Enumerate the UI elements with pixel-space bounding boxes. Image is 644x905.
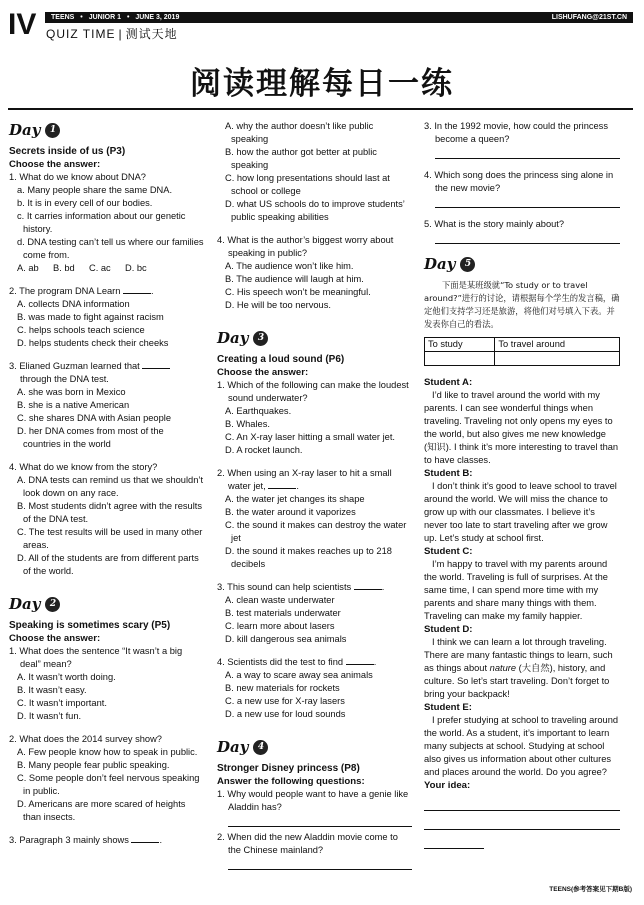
option: D. kill dangerous sea animals: [225, 634, 347, 644]
day-4-heading: Day 4: [217, 737, 412, 757]
day-1-instruction: Choose the answer:: [9, 159, 101, 170]
option: B. bd: [53, 263, 75, 273]
section-numeral: IV: [8, 8, 37, 41]
option: D. Americans are more scared of heights than insects.: [17, 799, 186, 822]
day-3-instruction: Choose the answer:: [217, 367, 309, 378]
student-label: Student A:: [424, 377, 473, 388]
section-name: QUIZ TIME | 测试天地: [46, 27, 178, 41]
day-4-title: Stronger Disney princess (P8): [217, 763, 360, 774]
day-number-badge: 4: [253, 740, 268, 755]
day-3-heading: Day 3: [217, 328, 412, 348]
answer-blank: [131, 835, 159, 843]
option: D. a new use for loud sounds: [225, 709, 346, 719]
answer-blank: [142, 361, 170, 369]
table-cell[interactable]: [495, 352, 620, 366]
option: c. It carries information about our genetic history.: [17, 211, 186, 234]
question: 2. When did the new Aladdin movie come to the Chinese mainland?: [217, 832, 398, 855]
option: A. collects DNA information: [17, 299, 130, 309]
option: C. The test results will be used in many other areas.: [17, 527, 203, 550]
day-number-badge: 1: [45, 123, 60, 138]
option: D. helps students check their cheeks: [17, 338, 169, 348]
day-number-badge: 5: [460, 257, 475, 272]
section-name-cn: 测试天地: [125, 27, 178, 41]
option: B. Most students didn’t agree with the results of the DNA test.: [17, 501, 202, 524]
day-number-badge: 2: [45, 597, 60, 612]
option: D. All of the students are from different parts of the world.: [17, 553, 199, 576]
question: 4. Scientists did the test to find .: [217, 657, 377, 667]
answer-line[interactable]: [228, 861, 412, 870]
page-footer: TEENS(参考答案见下期B版): [549, 886, 632, 893]
option: B. was made to fight against racism: [17, 312, 164, 322]
day-4-instruction: Answer the following questions:: [217, 776, 365, 787]
question-continued: through the DNA test.: [20, 374, 109, 384]
day-5-heading: Day 5: [424, 254, 620, 274]
option: D. He will be too nervous.: [225, 300, 331, 310]
student-paragraph: I’m happy to travel with my parents around the world. Traveling is full of surprises. At the same time, I can spend more time with my parents and share many things with them. Traveling can make my family happier.: [424, 559, 608, 621]
page-title: 阅读理解每日一练: [190, 66, 454, 102]
option: C. Some people don’t feel nervous speaking in public.: [17, 773, 200, 796]
option: C. ac: [89, 263, 111, 273]
question: 1. Why would people want to have a genie like Aladdin has?: [217, 789, 409, 812]
option: A. she was born in Mexico: [17, 387, 126, 397]
answer-line[interactable]: [424, 821, 620, 830]
answer-blank: [123, 286, 151, 294]
student-paragraph: I don’t think it’s good to leave school to travel around the world. We will miss the chance to grow up with our classmates. I believe it’s never too late to start traveling after we grow up. Let’s study at school first.: [424, 481, 617, 543]
table-header: To study: [425, 338, 495, 352]
option: B. how the author got better at public speaking: [225, 147, 377, 170]
option: C. a new use for X-ray lasers: [225, 696, 345, 706]
option: C. An X-ray laser hitting a small water jet.: [225, 432, 395, 442]
option: B. Whales.: [225, 419, 270, 429]
option: A. DNA tests can remind us that we shouldn’t look down on any race.: [17, 475, 204, 498]
answer-line[interactable]: [228, 818, 412, 827]
option: C. His speech won’t be meaningful.: [225, 287, 371, 297]
option: b. It is in every cell of our bodies.: [17, 198, 153, 208]
day-5-instructions: 下面是某班级就“To study or to travel around?”进行的讨论，请根据每个学生的发言稿，确定他们支持学习还是旅游，将他们对号填入下表。并发表你自己的看法。: [424, 280, 620, 329]
column-1: [9, 120, 204, 847]
table-header: To travel around: [495, 338, 620, 352]
header-bar-left: TEENS • JUNIOR 1 • JUNE 3, 2019: [51, 14, 180, 21]
option: B. new materials for rockets: [225, 683, 340, 693]
answer-blank: [354, 582, 382, 590]
column-3: [424, 120, 620, 849]
question: 3. In the 1992 movie, how could the princess become a queen?: [424, 121, 608, 144]
option: A. ab: [17, 263, 39, 273]
answer-blank: [346, 657, 374, 665]
question: 3. Elianed Guzman learned that: [9, 360, 204, 373]
header-email: LISHUFANG@21ST.CN: [551, 14, 627, 21]
idea-lines: [424, 802, 620, 849]
answer-line[interactable]: [435, 235, 620, 244]
your-idea-label: Your idea:: [424, 780, 471, 791]
student-paragraph: I’d like to travel around the world with my parents. I can see wonderful things when traveling. Traveling not only opens my eyes to the world, but also gives me new knowledge (知识). I think it’s more interesting to travel than to have classes.: [424, 390, 619, 465]
option: C. It wasn’t important.: [17, 698, 107, 708]
header-grade: JUNIOR 1: [88, 14, 121, 21]
day-2-instruction: Choose the answer:: [9, 633, 101, 644]
option: B. It wasn’t easy.: [17, 685, 87, 695]
question: 1. What do we know about DNA?: [9, 172, 146, 182]
question: 1. Which of the following can make the loudest sound underwater?: [217, 380, 409, 403]
question: 2. When using an X-ray laser to hit a small water jet, .: [217, 468, 392, 491]
question: 1. What does the sentence “It wasn’t a big deal” mean?: [9, 646, 183, 669]
answer-blank: [268, 481, 296, 489]
option: A. a way to scare away sea animals: [225, 670, 373, 680]
option: B. The audience will laugh at him.: [225, 274, 364, 284]
option: C. how long presentations should last at school or college: [225, 173, 390, 196]
answer-line[interactable]: [435, 199, 620, 208]
option: C. helps schools teach science: [17, 325, 145, 335]
question: 3. Paragraph 3 mainly shows .: [9, 835, 163, 845]
student-label: Student D:: [424, 624, 473, 635]
column-2: [217, 120, 412, 870]
option: A. The audience won’t like him.: [225, 261, 354, 271]
question: 4. What is the author’s biggest worry about speaking in public?: [217, 235, 394, 258]
student-label: Student C:: [424, 546, 473, 557]
student-paragraph: I think we can learn a lot through traveling. There are many fantastic things to learn, such as things about nature (大自然), history, and culture. So let’s start traveling. Don’t forget to bring your backpack!: [424, 637, 613, 699]
option: C. the sound it makes can destroy the water jet: [225, 520, 407, 543]
option: D. what US schools do to improve students’ public speaking abilities: [225, 199, 405, 222]
answer-line[interactable]: [424, 840, 484, 849]
question: 4. Which song does the princess sing alone in the new movie?: [424, 170, 614, 193]
day-1-heading: Day 1: [9, 120, 204, 140]
day-3-title: Creating a loud sound (P6): [217, 354, 345, 365]
day-2-heading: Day 2: [9, 594, 204, 614]
option: D. A rocket launch.: [225, 445, 303, 455]
header-date: JUNE 3, 2019: [135, 14, 180, 21]
day-1-title: Secrets inside of us (P3): [9, 146, 126, 157]
day-2-title: Speaking is sometimes scary (P5): [9, 620, 171, 631]
student-label: Student E:: [424, 702, 472, 713]
question: 3. This sound can help scientists .: [217, 582, 385, 592]
title-divider: [8, 108, 633, 110]
option: d. DNA testing can’t tell us where our families come from.: [17, 237, 204, 260]
option: B. test materials underwater: [225, 608, 341, 618]
option: B. she is a native American: [17, 400, 130, 410]
student-paragraph: I prefer studying at school to traveling around the world. As a student, it’s important to learn many subjects at school. Studying at school also gives us information about other cultures and places around the world. Do you agree?: [424, 715, 619, 777]
option: D. It wasn’t fun.: [17, 711, 82, 721]
option: D. the sound it makes reaches up to 218 decibels: [225, 546, 392, 569]
question: 5. What is the story mainly about?: [424, 219, 565, 229]
option: D. her DNA comes from most of the countries in the world: [17, 426, 164, 449]
day-number-badge: 3: [253, 331, 268, 346]
option: A. Earthquakes.: [225, 406, 292, 416]
option: A. why the author doesn’t like public speaking: [225, 121, 374, 144]
option: B. the water around it vaporizes: [225, 507, 356, 517]
header-brand: TEENS: [51, 14, 75, 21]
option: A. Few people know how to speak in public.: [17, 747, 198, 757]
option: A. clean waste underwater: [225, 595, 335, 605]
student-label: Student B:: [424, 468, 473, 479]
table-cell[interactable]: [425, 352, 495, 366]
option: B. Many people fear public speaking.: [17, 760, 170, 770]
option: D. bc: [125, 263, 147, 273]
option: C. learn more about lasers: [225, 621, 335, 631]
question: 4. What do we know from the story?: [9, 462, 158, 472]
answer-table: [424, 337, 620, 366]
header-bar: [45, 12, 633, 23]
answer-line[interactable]: [424, 802, 620, 811]
question: 2. The program DNA Learn .: [9, 286, 154, 296]
option-row: [9, 262, 204, 275]
option: C. she shares DNA with Asian people: [17, 413, 171, 423]
option: A. It wasn’t worth doing.: [17, 672, 116, 682]
option: a. Many people share the same DNA.: [17, 185, 173, 195]
question: 2. What does the 2014 survey show?: [9, 734, 162, 744]
answer-line[interactable]: [435, 150, 620, 159]
option: A. the water jet changes its shape: [225, 494, 365, 504]
